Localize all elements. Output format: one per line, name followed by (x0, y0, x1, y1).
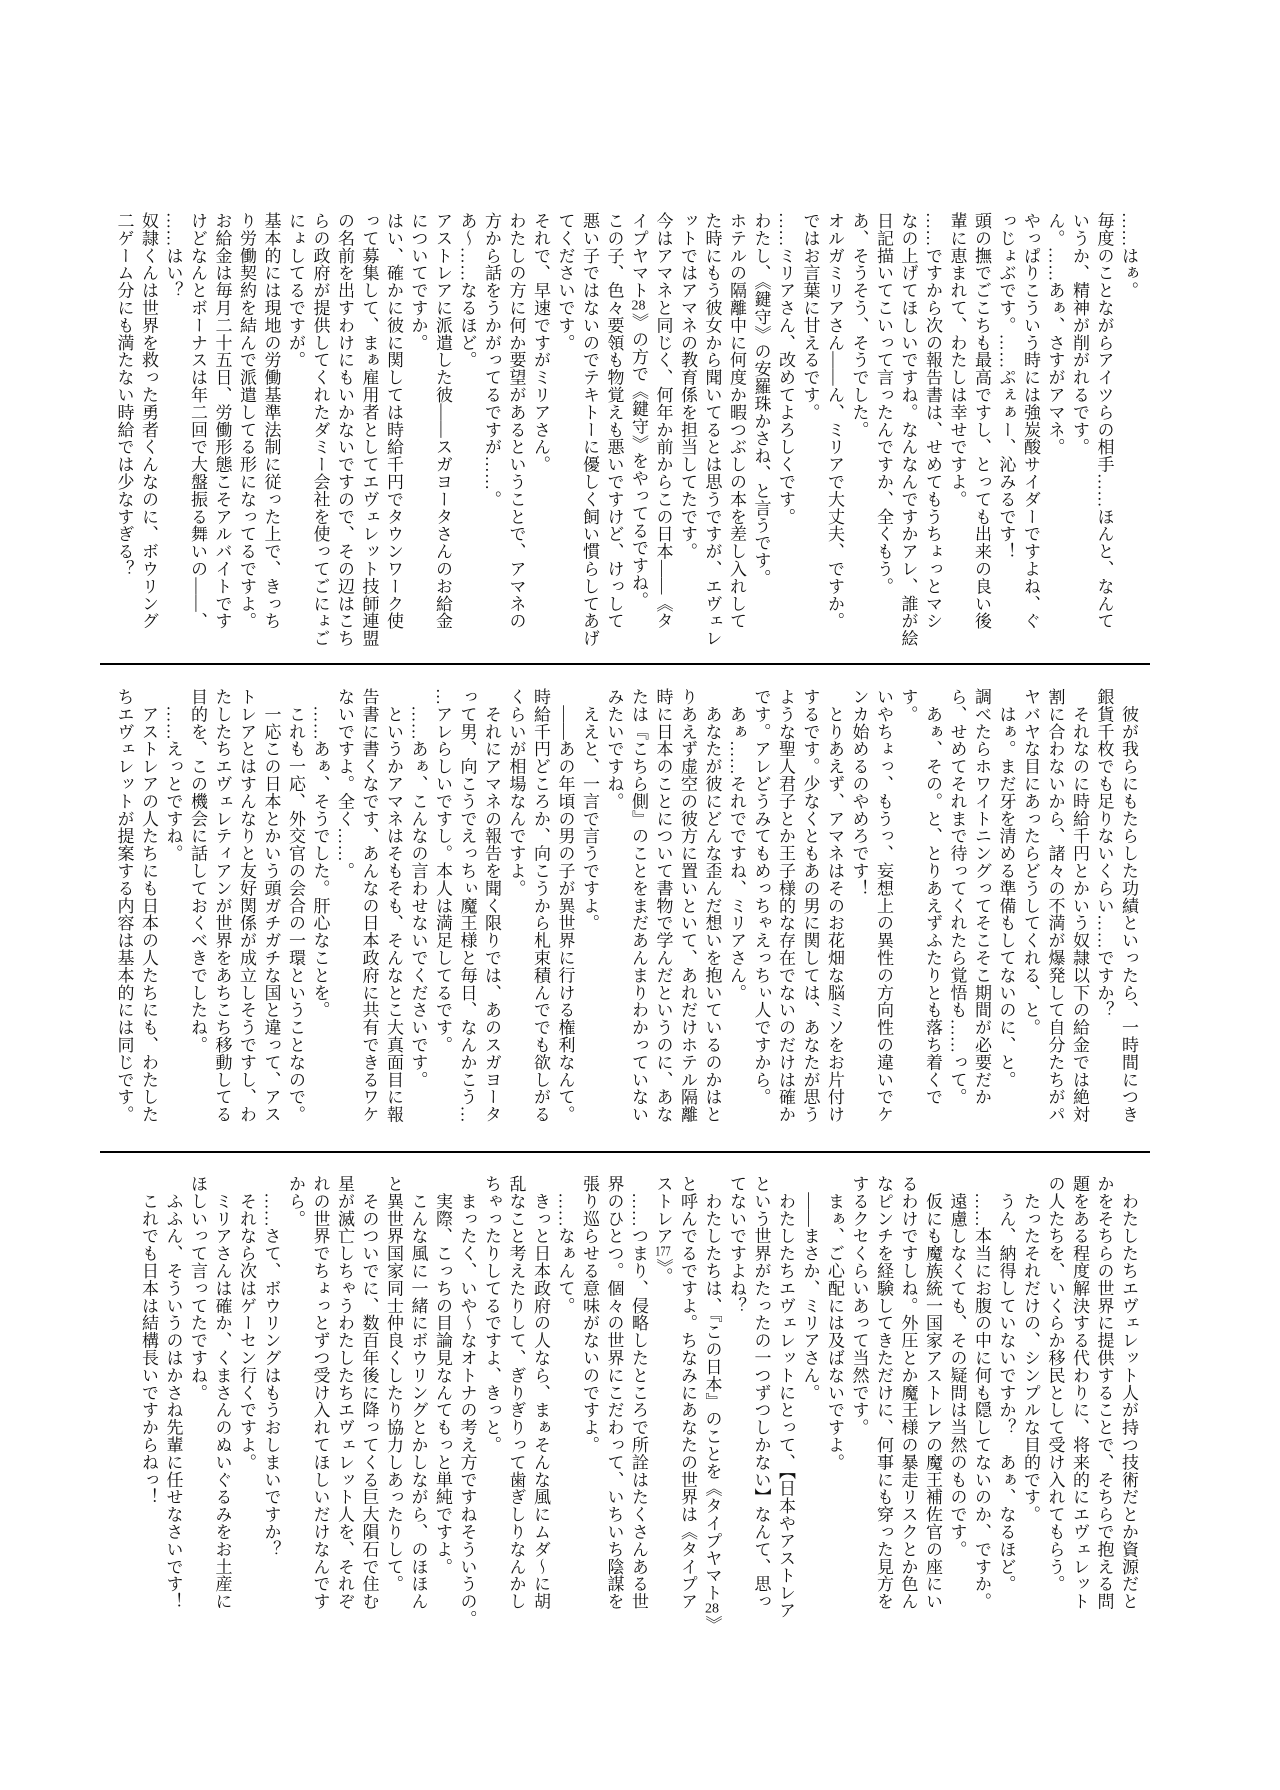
text-column: という世界がたったの一つずつしかない】なんて、思っ (751, 1175, 771, 1610)
text-column: ストレア177》。 (653, 1175, 673, 1285)
text-column: 彼が我らにもたらした功績といったら、一時間につき (1119, 688, 1138, 1123)
text-column: うん、納得していないですか？ あぁ、なるほど。 (996, 1175, 1016, 1593)
text-column: あぁ……それでですね、ミリアさん。 (727, 688, 746, 1002)
text-column: 実際、こっちの目論見なんてもっと単純ですよ。 (433, 1175, 452, 1576)
text-column: けどなんとボーナスは年二回で大盤振る舞いの――、 (188, 212, 207, 630)
text-column: こんな風に一緒にボウリングとかしながら、のほほん (408, 1175, 428, 1610)
text-column: から。 (286, 1175, 305, 1228)
text-column: 界のひとつ。個々の世界にこだわって、いちいち陰謀を (604, 1175, 624, 1610)
text-column: あ〜……なるほど。 (457, 212, 477, 369)
text-column: にょしてるですが。 (286, 212, 305, 369)
text-column: それにアマネの報告を聞く限りでは、あのスガヨータ (482, 688, 501, 1123)
text-column: ちエヴェレットが提案する内容は基本的には同じです。 (114, 688, 134, 1123)
text-column: そのついでに、数百年後に降ってくる巨大隕石で住む (359, 1175, 379, 1610)
text-column: ら、せめてそれまで待ってくれたら覚悟も……って。 (947, 688, 967, 1106)
text-column: お給金は毎月二十五日、労働形態こそアルバイトです (212, 212, 232, 630)
dialogue-section-2 (111, 688, 1140, 1130)
text-column: 日記描いてこいって言ったんですか、全くもう。 (874, 212, 893, 595)
text-column: それなら次はゲーセン行くですよ。 (237, 1175, 256, 1471)
text-column: ……つまり、侵略したところで所詮はたくさんある世 (629, 1175, 648, 1610)
text-column: 題をある程度解決する代わりに、将来的にエヴェレット (1070, 1175, 1089, 1610)
text-column: 一応この日本とかいう頭ガチガチな国と違って、アス (261, 688, 281, 1123)
text-column: ふふん、そういうのはかさね先輩に任せなさいです！ (163, 1175, 183, 1610)
text-column: た時にもう彼女から聞いてるとは思うですが、エヴェレ (702, 212, 722, 647)
text-column: するクセくらいあって当然です。 (849, 1175, 869, 1436)
text-column: 今はアマネと同じく、何年か前からこの日本――《タ (653, 212, 673, 630)
text-column: 仮にも魔族統一国家アストレアの魔王補佐官の座にい (923, 1175, 942, 1610)
text-column: それで、早速ですがミリアさん。 (531, 212, 550, 473)
text-column: 調べたらホワイトニングってそこそこ期間が必要だか (972, 688, 991, 1106)
text-column: 方から話をうかがってるですが……。 (482, 212, 501, 508)
text-column: ミリアさんは確か、くまさんのぬいぐるみをお土産に (212, 1175, 232, 1610)
text-column: 星が滅亡しちゃうわたしたちエヴェレット人を、それぞ (335, 1175, 354, 1610)
text-column: ……はい？ (163, 212, 183, 299)
text-column: るわけですしね。外圧とか魔王様の暴走リスクとか色ん (898, 1175, 918, 1610)
text-column: ええと、一言で言うですよ。 (580, 688, 599, 932)
text-column: と異世界国家同士仲良くしたり協力しあったりして。 (384, 1175, 403, 1593)
text-column: アストレアに派遣した彼――スガヨータさんのお給金 (433, 212, 452, 630)
text-column: って募集して、まぁ雇用者としてエヴェレット技師連盟 (359, 212, 379, 647)
text-column: 奴隷くんは世界を救った勇者くんなのに、ボウリング (139, 212, 158, 630)
text-column: ような聖人君子とか王子様的な存在でないのだけは確か (776, 688, 795, 1123)
dialogue-section-1 (111, 212, 1140, 654)
text-column: 告書に書くなです、あんなの日本政府に共有できるワケ (359, 688, 379, 1123)
text-column: りあえず虚空の彼方に置いといて、あれだけホテル隔離 (678, 688, 697, 1123)
text-column: ……ですから次の報告書は、せめてもうちょっとマシ (923, 212, 942, 630)
text-column: わたし、《鍵守》の安羅珠かさね、と言うです。 (751, 212, 771, 587)
text-column: とりあえず、アマネはそのお花畑な脳ミソをお片付け (825, 688, 844, 1123)
text-column: ――あの年頃の男の子が異世界に行ける権利なんて。 (555, 688, 575, 1123)
text-column: というかアマネはそもそも、そんなとこ大真面目に報 (384, 688, 403, 1123)
text-column: それなのに時給千円とかいう奴隷以下の給金では絶対 (1070, 688, 1089, 1123)
text-column: てくださいです。 (555, 212, 575, 352)
text-column: と呼んでるですよ。ちなみにあなたの世界は《タイプア (678, 1175, 697, 1610)
text-column: するです。少なくともあの男に関しては、あなたが思う (800, 688, 820, 1123)
text-column: あなたが彼にどんな歪んだ想いを抱いているのかはと (702, 688, 722, 1123)
text-column: イプヤマト28》の方で《鍵守》をやってるですね。 (629, 212, 648, 609)
text-column: …アレらしいですし。本人は満足してるです。 (433, 688, 452, 1054)
text-column: ホテルの隔離中に何度か暇つぶしの本を差し入れして (727, 212, 746, 630)
text-column: 基本的には現地の労働基準法制に従った上で、きっち (261, 212, 281, 630)
text-column: あぁ、その。と、とりあえずふたりとも落ち着くです。 (898, 688, 942, 1106)
text-column: り労働契約を結んで派遣してる形になってるですよ。 (237, 212, 256, 630)
text-column: わたしたちエヴェレット人が持つ技術だとか資源だと (1119, 1175, 1138, 1610)
tate-chu-yoko-number: 177 (655, 1244, 671, 1259)
text-column: まったく、いや〜なオトナの考え方ですねそういうの。 (457, 1175, 477, 1628)
text-column: 輩に恵まれて、わたしは幸せですよ。 (947, 212, 967, 508)
text-column: ――まさか、ミリアさん。 (800, 1175, 820, 1402)
text-column: 毎度のことながらアイツらの相手……ほんと、なんて (1094, 212, 1114, 630)
text-column: 悪い子ではないのでテキトーに優しく飼い慣らしてあげ (580, 212, 599, 647)
text-column: トレアとはすんなりと友好関係が成立しそうですし、わ (237, 688, 256, 1123)
text-column: わたしの方に何か要望があるということで、アマネの (506, 212, 526, 630)
text-column: ……えっとですね。 (163, 688, 183, 862)
text-column: たしたちエヴェレティアンが世界をあちこち移動してる (212, 688, 232, 1123)
text-column: ットではアマネの教育係を担当してたです。 (678, 212, 697, 560)
text-column: ……ミリアさん、改めてよろしくです。 (776, 212, 795, 526)
text-column: なピンチを経験してきただけに、何事にも穿った見方を (874, 1175, 893, 1610)
text-column: ……あぁ、そうでした。肝心なことを。 (310, 688, 330, 1019)
text-column: です。アレどうみてもめっちゃえっちぃ人ですから。 (751, 688, 771, 1106)
text-column: これでも日本は結構長いですからねっ！ (139, 1175, 158, 1506)
text-column: 時に日本のことについて書物で学んだというのに、あな (653, 688, 673, 1123)
text-column: まぁ、ご心配には及ばないですよ。 (825, 1175, 844, 1471)
text-column: 遠慮しなくても、その疑問は当然のものです。 (947, 1175, 967, 1558)
text-column: いやちょっ、もうっ、妄想上の異性の方向性の違いでケ (874, 688, 893, 1123)
tate-chu-yoko-number: 28 (705, 1601, 719, 1616)
text-column: わたしたちエヴェレットにとって、【日本やアストレア (776, 1175, 795, 1619)
text-column: たは『こちら側』のことをまだあんまりわかっていない (629, 688, 648, 1123)
text-column: この子、色々要領も物覚えも悪いですけど、けっして (604, 212, 624, 630)
text-column: たったそれだけの、シンプルな目的です。 (1021, 1175, 1040, 1523)
text-column: 目的を、この機会に話しておくべきでしたね。 (188, 688, 207, 1054)
text-column: アストレアの人たちにも日本の人たちにも、わたした (139, 688, 158, 1123)
text-column: はい、確かに彼に関しては時給千円でタウンワーク使 (384, 212, 403, 630)
text-column: ……さて、ボウリングはもうおしまいですか？ (261, 1175, 281, 1558)
text-column: はぁ。まだ牙を清める準備もしてないのに、と。 (996, 688, 1016, 1089)
text-column: についてですか。 (408, 212, 428, 352)
text-column: れの世界でちょっとずつ受け入れてほしいだけなんです (310, 1175, 330, 1610)
text-column: 張り巡らせる意味がないのですよ。 (580, 1175, 599, 1454)
text-column: って男、向こうでえっちぃ魔王様と毎日、なんかこう… (457, 688, 477, 1123)
text-column: ……なぁんて。 (555, 1175, 575, 1315)
text-column: みたいですね。 (604, 688, 624, 810)
text-column: てないですよね？ (727, 1175, 746, 1315)
text-column: ん。……あぁ、さすがアマネ。 (1045, 212, 1065, 456)
text-column: の人たちを、いくらか移民として受け入れてもらう。 (1045, 1175, 1065, 1593)
text-column: 銀貨千枚でも足りないくらい……ですか？ (1094, 688, 1114, 1019)
text-column: ヤバヤな目にあったらどうしてくれる、と。 (1021, 688, 1040, 1036)
dialogue-section-3 (136, 1175, 1141, 1655)
text-column: やっぱりこういう時には強炭酸サイダーですよね、ぐ (1021, 212, 1040, 630)
text-column: ちゃったりしてるですよ、きっと。 (482, 1175, 501, 1454)
text-column: きっと日本政府の人なら、まぁそんな風にムダ〜に胡 (531, 1175, 550, 1610)
text-column: ないですよ。全く……。 (335, 688, 354, 880)
text-column: かをそちらの世界に提供することで、そちらで抱える問 (1094, 1175, 1114, 1610)
text-column: オルガミリアさん――ん、ミリアで大丈夫、ですか。 (825, 212, 844, 630)
text-column: 時給千円どころか、向こうから札束積んででも欲しがる (531, 688, 550, 1123)
text-column: 頭の撫でごこちも最高ですし、とっても出来の良い後 (972, 212, 991, 630)
text-column: 乱なこと考えたりして、ぎりぎりって歯ぎしりなんかし (506, 1175, 526, 1610)
section-divider (100, 663, 1150, 665)
text-column: 二ゲーム分にも満たない時給では少なすぎる？ (114, 212, 134, 578)
text-column: ほしいって言ってたですね。 (188, 1175, 207, 1402)
text-column: ンカ始めるのやめろです！ (849, 688, 869, 897)
text-column: いうか、精神が削がれるです。 (1070, 212, 1089, 456)
section-divider (100, 1151, 1150, 1153)
tate-chu-yoko-number: 28 (631, 299, 646, 313)
text-column: の名前を出すわけにもいかないですので、その辺はこち (335, 212, 354, 647)
text-column: ではお言葉に甘えるです。 (800, 212, 820, 421)
text-column: っじょぶです。……ぷぇぁー、沁みるです！ (996, 212, 1016, 560)
text-column: ……あぁ、こんなの言わせないでくださいです。 (408, 688, 428, 1089)
text-column: あ、そうそう、そうでした。 (849, 212, 869, 439)
text-column: ……はぁ。 (1119, 212, 1138, 299)
text-column: 割に合わないから、諸々の不満が爆発して自分たちがパ (1045, 688, 1065, 1123)
text-column: くらいが相場なんですよ。 (506, 688, 526, 897)
text-column: これも一応、外交官の会合の一環ということなので。 (286, 688, 305, 1123)
text-column: ……本当にお腹の中に何も隠してないのか、ですか。 (972, 1175, 991, 1610)
text-column: わたしたちは、『この日本』のことを《タイプヤマト28》 (702, 1175, 722, 1633)
text-column: らの政府が提供してくれたダミー会社を使ってごにょご (310, 212, 330, 647)
text-column: なの上げてほしいですね。なんなんですかアレ、誰が絵 (898, 212, 918, 647)
